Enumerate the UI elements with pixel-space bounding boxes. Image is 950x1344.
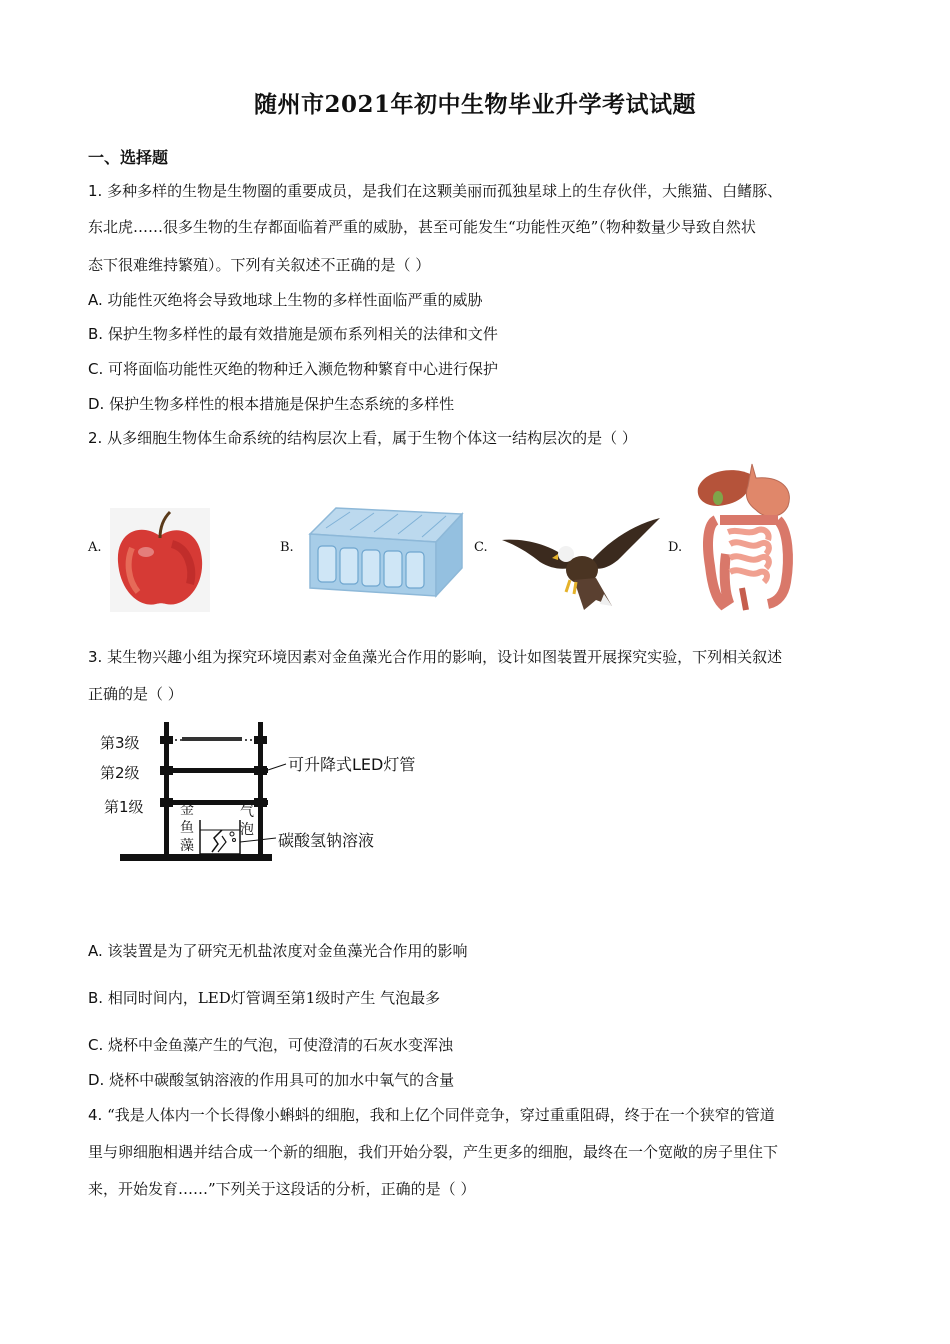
option-text: 功能性灭绝将会导致地球上生物的多样性面临严重的威胁 xyxy=(107,291,483,309)
q3-text-1: 某生物兴趣小组为探究环境因素对金鱼藻光合作用的影响，设计如图装置开展探究实验，下列相关叙述 xyxy=(107,648,783,666)
label-bubble-2: 泡 xyxy=(240,822,254,838)
q2-number: 2. xyxy=(88,429,103,447)
option-text: 相同时间内，LED灯管调至第1级时产生 气泡最多 xyxy=(107,989,441,1007)
label-solution: 碳酸氢钠溶液 xyxy=(278,831,375,850)
option-key: A. xyxy=(88,942,103,960)
option-key: B. xyxy=(88,989,104,1007)
option-key: A. xyxy=(88,291,103,309)
label-level3: 第3级 xyxy=(100,734,140,752)
q4-line1 xyxy=(88,1104,775,1125)
q3-option-b[interactable] xyxy=(88,987,440,1008)
option-key: C. xyxy=(88,360,104,378)
q1-line2: 东北虎……很多生物的生存都面临着严重的威胁，甚至可能发生“功能性灭绝”（物种数量少导致自然状 xyxy=(88,218,756,236)
q2-label-b[interactable]: B. xyxy=(280,540,294,555)
experiment-apparatus-diagram xyxy=(100,716,440,868)
q1-option-c[interactable] xyxy=(88,358,498,379)
q3-number: 3. xyxy=(88,648,103,666)
q1-line1 xyxy=(88,180,782,201)
eagle-image xyxy=(500,514,662,612)
q3-line2: 正确的是（ ） xyxy=(88,685,183,703)
q4-line2: 里与卵细胞相遇并结合成一个新的细胞，我们开始分裂，产生更多的细胞，最终在一个宽敞的房子里住下 xyxy=(88,1143,779,1161)
option-text: 该装置是为了研究无机盐浓度对金鱼藻光合作用的影响 xyxy=(107,942,468,960)
q4-number: 4. xyxy=(88,1106,103,1124)
label-bubble-1: 气 xyxy=(240,804,254,820)
q2-label-a[interactable]: A. xyxy=(88,540,102,555)
q3-option-c[interactable] xyxy=(88,1034,453,1055)
label-plant-1: 金 xyxy=(180,802,194,818)
label-level1: 第1级 xyxy=(104,798,144,816)
label-lamp: 可升降式LED灯管 xyxy=(288,755,416,774)
q2-label-c[interactable]: C. xyxy=(474,540,488,555)
option-text: 烧杯中碳酸氢钠溶液的作用具可的加水中氧气的含量 xyxy=(109,1071,455,1089)
lamp-level3 xyxy=(182,737,242,741)
q1-text-1: 多种多样的生物是生物圈的重要成员，是我们在这颗美丽而孤独星球上的生存伙伴，大熊猫、白鳍豚、 xyxy=(107,182,783,200)
option-text: 可将面临功能性灭绝的物种迁入濒危物种繁育中心进行保护 xyxy=(108,360,499,378)
q3-option-a[interactable] xyxy=(88,940,468,961)
q1-line3: 态下很难维持繁殖）。下列有关叙述不正确的是（ ） xyxy=(88,256,431,274)
option-key: D. xyxy=(88,395,105,413)
q1-option-d[interactable] xyxy=(88,393,454,414)
page-title: 随州市2021年初中生物毕业升学考试试题 xyxy=(253,91,696,118)
label-plant-2: 鱼 xyxy=(180,820,194,836)
apparatus-base xyxy=(120,854,272,861)
q2-text: 从多细胞生物体生命系统的结构层次上看，属于生物个体这一结构层次的是（ ） xyxy=(107,429,637,447)
option-text: 烧杯中金鱼藻产生的气泡，可使澄清的石灰水变浑浊 xyxy=(108,1036,454,1054)
q1-option-b[interactable] xyxy=(88,323,498,344)
option-text: 保护生物多样性的最有效措施是颁布系列相关的法律和文件 xyxy=(107,325,498,343)
option-key: D. xyxy=(88,1071,105,1089)
q3-line1 xyxy=(88,646,782,667)
option-text: 保护生物多样性的根本措施是保护生态系统的多样性 xyxy=(109,395,455,413)
q1-option-a[interactable] xyxy=(88,289,483,310)
section-heading: 一、选择题 xyxy=(88,148,169,167)
digestive-system-image xyxy=(694,458,800,614)
q4-text-1: “我是人体内一个长得像小蝌蚪的细胞，我和上亿个同伴竞争，穿过重重阻碍，终于在一个狭窄的管道 xyxy=(107,1106,775,1124)
label-plant-3: 藻 xyxy=(180,838,194,854)
option-key: B. xyxy=(88,325,104,343)
q3-option-d[interactable] xyxy=(88,1069,454,1090)
tissue-image xyxy=(306,504,464,600)
option-key: C. xyxy=(88,1036,104,1054)
lamp-level2 xyxy=(160,768,268,773)
apple-image xyxy=(110,508,210,612)
q2-stem xyxy=(88,427,637,448)
q1-number: 1. xyxy=(88,182,103,200)
label-level2: 第2级 xyxy=(100,764,140,782)
q4-line3: 来，开始发育……”下列关于这段话的分析，正确的是（ ） xyxy=(88,1180,476,1198)
q2-label-d[interactable]: D. xyxy=(668,540,683,555)
